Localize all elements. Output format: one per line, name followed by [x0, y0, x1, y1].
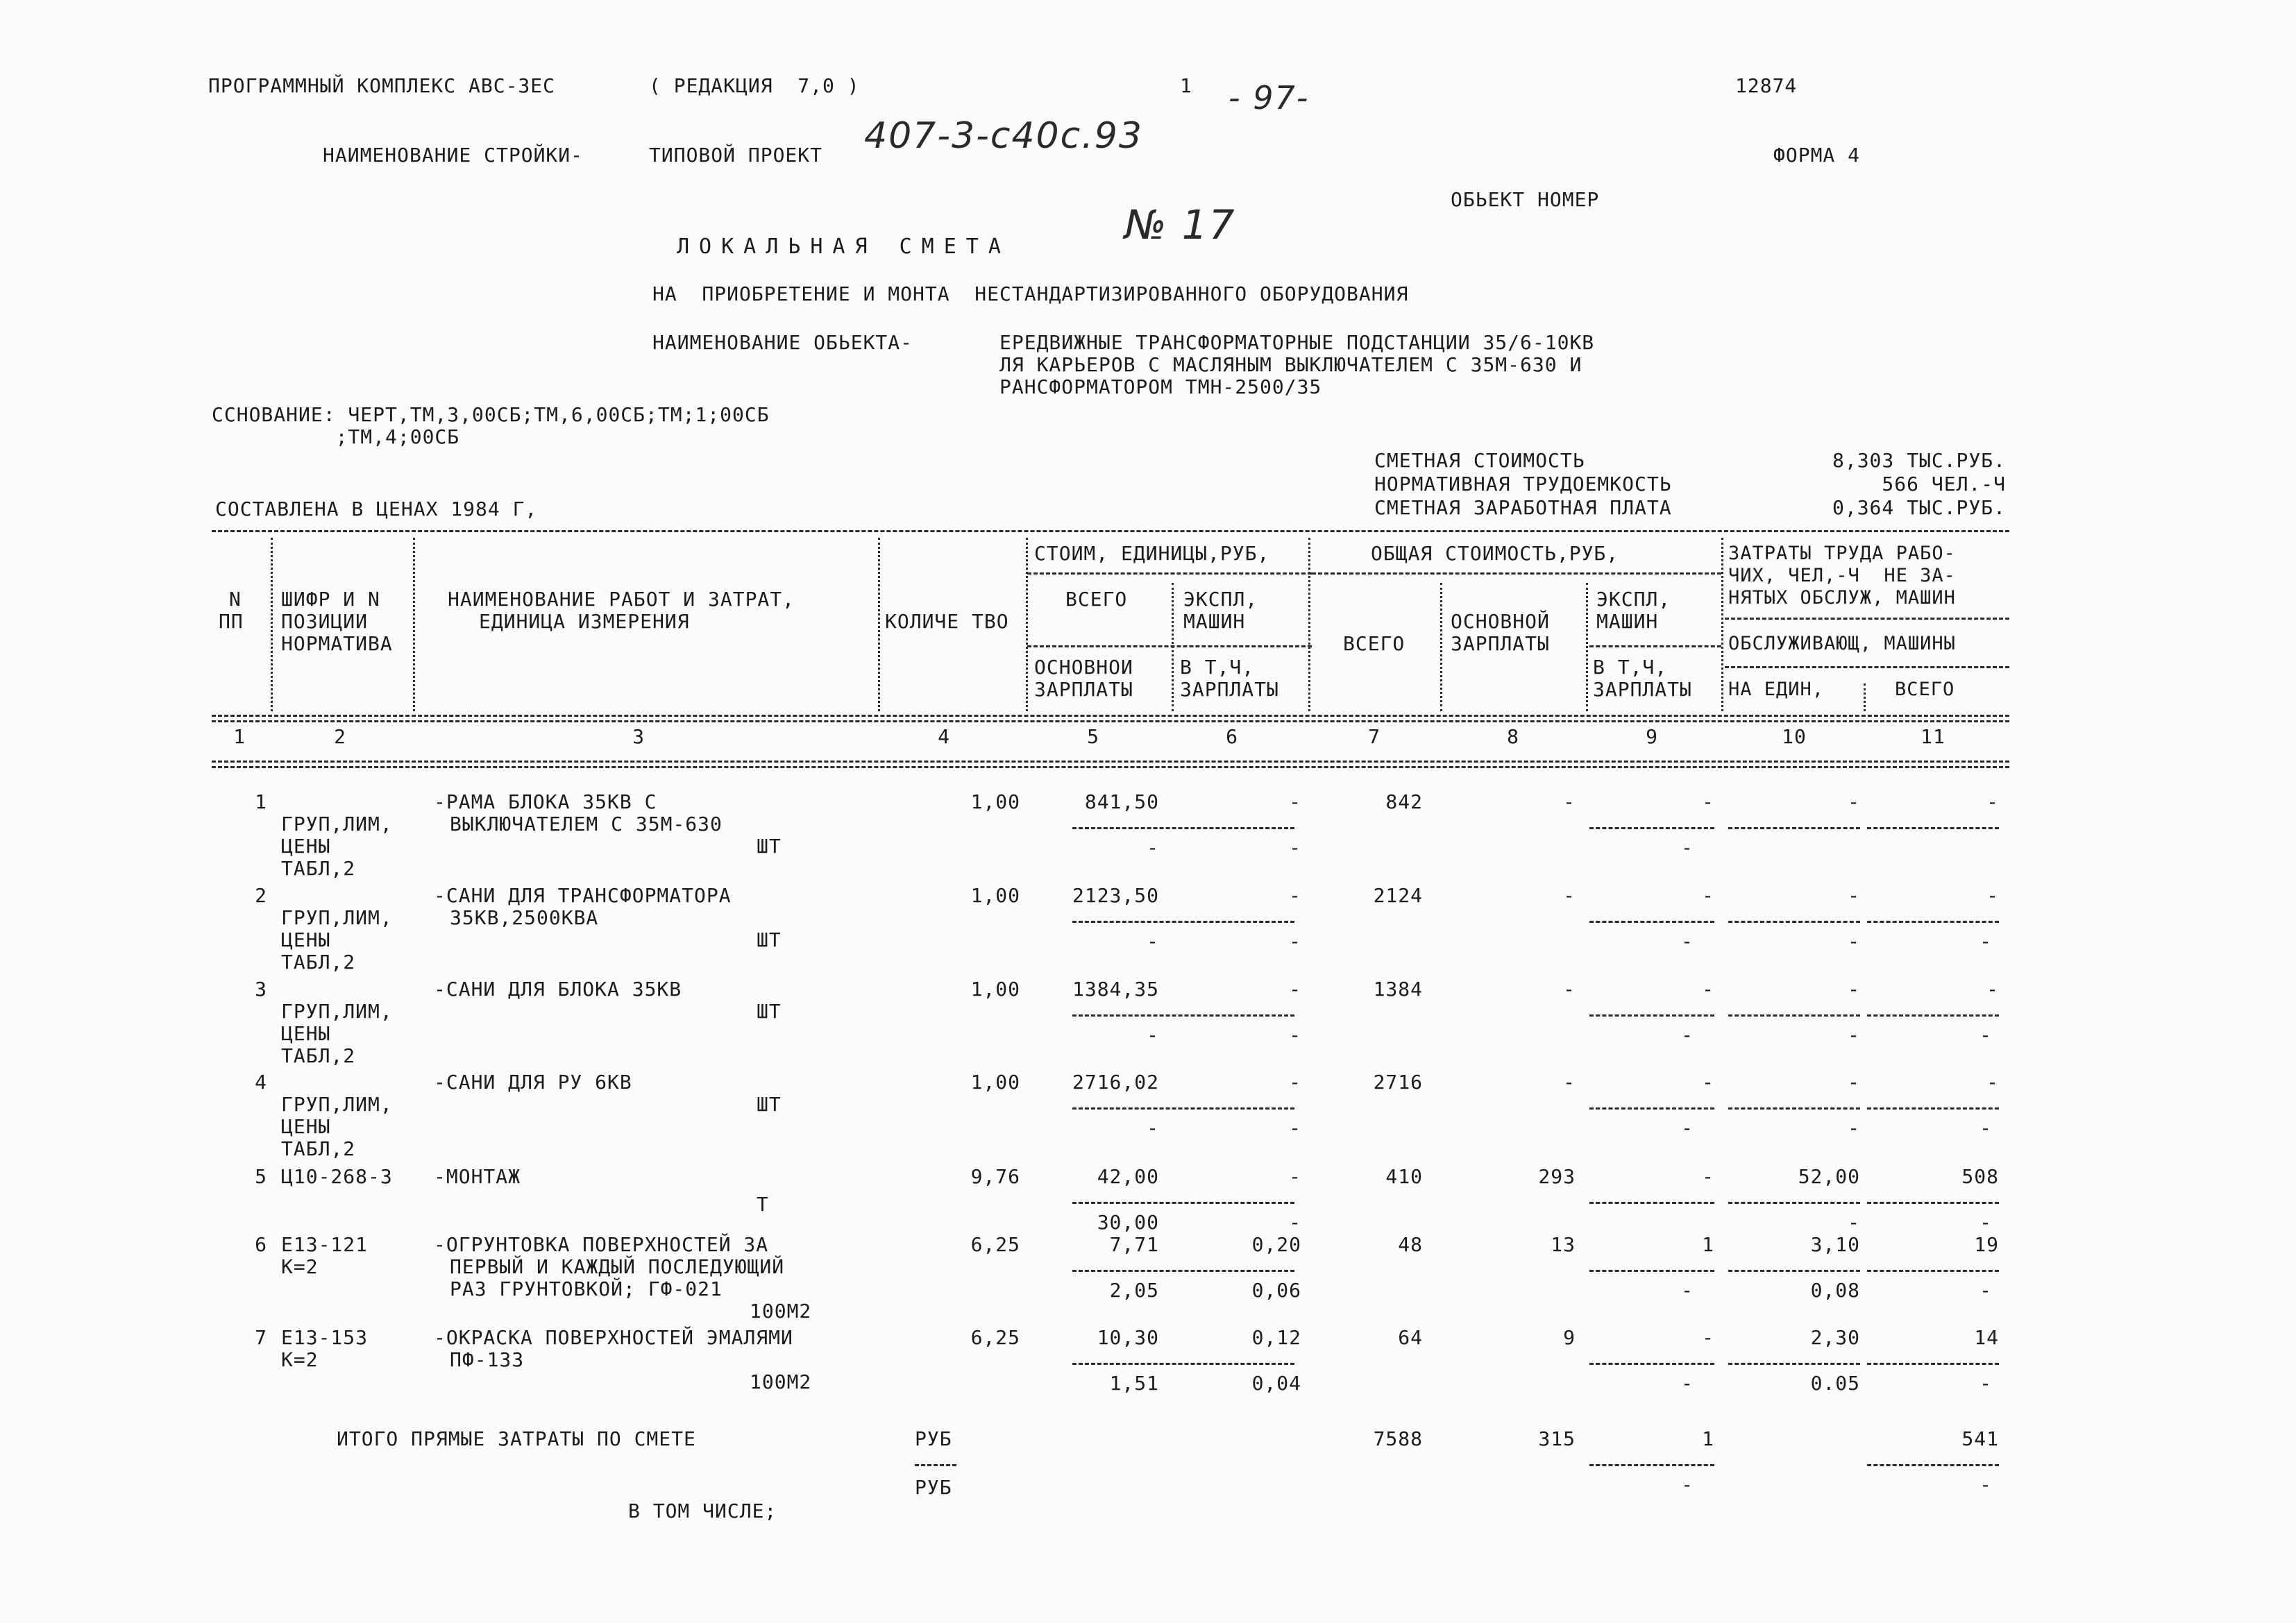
row-c6: - — [1289, 790, 1301, 813]
totals-unit-2: РУБ — [915, 1476, 952, 1499]
basis-line: ;ТМ,4;00СБ — [212, 425, 460, 448]
row-c10-unit: - — [1848, 1116, 1860, 1139]
row-rule — [1589, 1107, 1714, 1110]
header-rule — [1589, 645, 1721, 647]
row-c10-unit: 0.05 — [1810, 1372, 1860, 1395]
row-rule — [1867, 921, 1999, 923]
row-norm-code: К=2 — [281, 1255, 319, 1278]
row-c5-wage: - — [1147, 1023, 1159, 1046]
row-c11-total: - — [1980, 930, 1992, 953]
row-c5: 7,71 — [1109, 1233, 1159, 1256]
row-unit-rule — [1072, 1014, 1294, 1017]
row-work-name: -ОГРУНТОВКА ПОВЕРХНОСТЕЙ ЗА — [434, 1233, 769, 1256]
row-c10: 52,00 — [1798, 1165, 1860, 1188]
row-c11-total: - — [1980, 1116, 1992, 1139]
row-rule — [1728, 1014, 1860, 1017]
row-rule — [1728, 827, 1860, 829]
header-rule — [1725, 618, 2009, 620]
header-labor-service: ОБСЛУЖИВАЮЩ, МАШИНЫ — [1728, 633, 1956, 654]
row-c9-wage: - — [1681, 836, 1694, 859]
row-rule — [1728, 1107, 1860, 1110]
row-work-name: -САНИ ДЛЯ РУ 6КВ — [434, 1071, 632, 1094]
row-c11-total: - — [1980, 1279, 1992, 1302]
row-c5-wage: - — [1147, 836, 1159, 859]
row-c9: - — [1702, 1071, 1714, 1094]
row-c6: - — [1289, 884, 1301, 907]
header-unit-machines: МАШИН — [1183, 610, 1246, 633]
column-divider — [271, 538, 273, 711]
row-c7: 48 — [1398, 1233, 1423, 1256]
column-number: 9 — [1646, 725, 1658, 748]
row-work-name: 35КВ,2500КВА — [450, 906, 599, 929]
row-rule — [1589, 1202, 1714, 1204]
row-c11: - — [1986, 884, 1999, 907]
header-labor: НЯТЫХ ОБСЛУЖ, МАШИН — [1728, 587, 1956, 609]
row-rule — [1589, 1014, 1714, 1017]
construction-label: НАИМЕНОВАНИЕ СТРОЙКИ- — [323, 144, 584, 167]
row-c10: - — [1848, 1071, 1860, 1094]
row-c9-wage: - — [1681, 1372, 1694, 1395]
header-unit-wage: ОСНОВНОИ — [1034, 656, 1133, 679]
row-rule — [1589, 921, 1714, 923]
totals-label: ИТОГО ПРЯМЫЕ ЗАТРАТЫ ПО СМЕТЕ — [337, 1427, 696, 1450]
row-rule — [1589, 827, 1714, 829]
totals-labor: 541 — [1961, 1427, 1999, 1450]
object-name-line: ЕРЕДВИЖНЫЕ ТРАНСФОРМАТОРНЫЕ ПОДСТАНЦИИ 35/6-10КВ — [999, 331, 1595, 354]
row-work-name: ПЕРВЫЙ И КАЖДЫЙ ПОСЛЕДУЮЩИЙ — [450, 1255, 785, 1278]
row-c5-wage: - — [1147, 1116, 1159, 1139]
row-work-name: РАЗ ГРУНТОВКОЙ; ГФ-021 — [450, 1277, 723, 1300]
column-number: 8 — [1507, 725, 1519, 748]
row-c6-wage: - — [1289, 1211, 1301, 1234]
summary-label: СМЕТНАЯ ЗАРАБОТНАЯ ПЛАТА — [1374, 496, 1672, 519]
column-divider — [1864, 683, 1866, 711]
row-norm-code: ГРУП,ЛИМ, — [281, 1000, 393, 1023]
row-number: 5 — [255, 1165, 267, 1188]
header-col2: ШИФР И N — [281, 588, 380, 611]
row-rule — [1589, 1363, 1714, 1365]
column-number: 11 — [1921, 725, 1945, 748]
header-total-all: ВСЕГО — [1343, 632, 1406, 655]
totals-wage: 315 — [1538, 1427, 1576, 1450]
header-total-machines: МАШИН — [1596, 610, 1659, 633]
row-number: 6 — [255, 1233, 267, 1256]
header-unit-incl: В Т,Ч, — [1180, 656, 1255, 679]
row-c6-wage: 0,06 — [1251, 1279, 1301, 1302]
row-c6: - — [1289, 1165, 1301, 1188]
row-norm-code: Ц10-268-3 — [281, 1165, 393, 1188]
row-c9: - — [1702, 978, 1714, 1001]
summary-label: НОРМАТИВНАЯ ТРУДОЕМКОСТЬ — [1374, 473, 1672, 495]
row-rule — [1867, 1107, 1999, 1110]
row-qty: 1,00 — [970, 978, 1020, 1001]
summary-value: 8,303 ТЫС.РУБ. — [1832, 449, 2006, 472]
row-c10-unit: - — [1848, 1023, 1860, 1046]
row-c7: 1384 — [1373, 978, 1423, 1001]
row-c5: 42,00 — [1097, 1165, 1159, 1188]
row-rule — [1728, 921, 1860, 923]
row-c5: 2123,50 — [1072, 884, 1159, 907]
form-number: ФОРМА 4 — [1773, 144, 1861, 167]
construction-value: ТИПОВОЙ ПРОЕКТ — [649, 144, 823, 167]
row-c10: 3,10 — [1810, 1233, 1860, 1256]
row-c11: 19 — [1974, 1233, 1999, 1256]
summary-label: СМЕТНАЯ СТОИМОСТЬ — [1374, 449, 1585, 472]
totals-labor-2: - — [1980, 1473, 1992, 1496]
object-name-line: ЛЯ КАРЬЕРОВ С МАСЛЯНЫМ ВЫКЛЮЧАТЕЛЕМ С 35М-630 И — [999, 353, 1582, 376]
column-number: 6 — [1226, 725, 1238, 748]
row-unit: 100М2 — [750, 1370, 812, 1393]
row-c9: - — [1702, 790, 1714, 813]
header-rule — [1027, 572, 1312, 575]
header-col3: НАИМЕНОВАНИЕ РАБОТ И ЗАТРАТ, — [448, 588, 795, 611]
row-number: 7 — [255, 1326, 267, 1349]
row-rule — [1589, 1270, 1714, 1272]
row-c5-wage: 2,05 — [1109, 1279, 1159, 1302]
row-norm-code: Е13-121 — [281, 1233, 369, 1256]
row-c5: 1384,35 — [1072, 978, 1159, 1001]
row-work-name: -САНИ ДЛЯ БЛОКА 35КВ — [434, 978, 682, 1001]
row-qty: 1,00 — [970, 790, 1020, 813]
totals-machines: 1 — [1702, 1427, 1714, 1450]
header-labor-unit: НА ЕДИН, — [1728, 679, 1825, 700]
row-c9: - — [1702, 1165, 1714, 1188]
row-c6-wage: - — [1289, 1116, 1301, 1139]
row-norm-code: ТАБЛ,2 — [281, 857, 356, 880]
row-unit-rule — [1072, 1363, 1294, 1365]
header-rule — [1027, 645, 1312, 647]
row-c7: 2716 — [1373, 1071, 1423, 1094]
row-rule — [1867, 1202, 1999, 1204]
row-norm-code: ГРУП,ЛИМ, — [281, 1093, 393, 1116]
row-c9-wage: - — [1681, 930, 1694, 953]
row-rule — [1867, 1363, 1999, 1365]
totals-including: В ТОМ ЧИСЛЕ; — [628, 1499, 777, 1522]
estimate-number-handwritten: № 17 — [1124, 201, 1236, 248]
row-unit: Т — [757, 1193, 769, 1216]
header-col2: НОРМАТИВА — [281, 632, 393, 655]
header-col2: ПОЗИЦИИ — [281, 610, 369, 633]
row-c10-unit: 0,08 — [1810, 1279, 1860, 1302]
row-c11: 14 — [1974, 1326, 1999, 1349]
totals-total-cost: 7588 — [1373, 1427, 1423, 1450]
row-number: 2 — [255, 884, 267, 907]
document-code: 12874 — [1735, 74, 1798, 97]
row-unit-rule — [1072, 827, 1294, 829]
header-total-incl: В Т,Ч, — [1593, 656, 1668, 679]
row-unit-rule — [1072, 1202, 1294, 1204]
row-work-name: -САНИ ДЛЯ ТРАНСФОРМАТОРА — [434, 884, 732, 907]
sheet-number-handwritten: - 97- — [1229, 79, 1310, 117]
row-c7: 842 — [1385, 790, 1423, 813]
row-c6-wage: - — [1289, 930, 1301, 953]
row-c9: - — [1702, 1326, 1714, 1349]
edition: ( РЕДАКЦИЯ 7,0 ) — [649, 74, 860, 97]
row-c10-unit: - — [1848, 930, 1860, 953]
program-name: ПРОГРАММНЫЙ КОМПЛЕКС АВС-ЗЕС — [208, 74, 556, 97]
row-c8: - — [1563, 790, 1576, 813]
row-unit: ШТ — [757, 928, 782, 951]
header-unit-wage: ЗАРПЛАТЫ — [1034, 678, 1133, 701]
row-number: 1 — [255, 790, 267, 813]
row-norm-code: ГРУП,ЛИМ, — [281, 813, 393, 835]
row-qty: 6,25 — [970, 1326, 1020, 1349]
header-labor-total: ВСЕГО — [1895, 679, 1955, 700]
row-c9: - — [1702, 884, 1714, 907]
row-c6-wage: - — [1289, 836, 1301, 859]
row-c9-wage: - — [1681, 1023, 1694, 1046]
totals-rule — [1867, 1464, 1999, 1466]
header-total-machines: ЭКСПЛ, — [1596, 588, 1671, 611]
row-c6: 0,12 — [1251, 1326, 1301, 1349]
column-number: 4 — [938, 725, 950, 748]
row-c10: - — [1848, 884, 1860, 907]
header-labor: ЗАТРАТЫ ТРУДА РАБО- — [1728, 543, 1956, 564]
row-unit: ШТ — [757, 835, 782, 858]
compiled-prices: СОСТАВЛЕНА В ЦЕНАХ 1984 Г, — [215, 498, 538, 520]
column-divider — [413, 538, 415, 711]
row-c6: 0,20 — [1251, 1233, 1301, 1256]
row-c8: 9 — [1563, 1326, 1576, 1349]
header-total-cost: ОБЩАЯ СТОИМОСТЬ,РУБ, — [1371, 542, 1619, 565]
row-c9-wage: - — [1681, 1279, 1694, 1302]
row-norm-code: ГРУП,ЛИМ, — [281, 906, 393, 929]
row-norm-code: ТАБЛ,2 — [281, 1137, 356, 1160]
column-number: 5 — [1087, 725, 1099, 748]
header-col1: ПП — [219, 610, 244, 633]
row-c5-wage: 30,00 — [1097, 1211, 1159, 1234]
row-norm-code: ТАБЛ,2 — [281, 951, 356, 974]
totals-machines-2: - — [1681, 1473, 1694, 1496]
row-c11: - — [1986, 1071, 1999, 1094]
row-rule — [1867, 1270, 1999, 1272]
row-work-name: -РАМА БЛОКА 35КВ С — [434, 790, 657, 813]
row-rule — [1728, 1270, 1860, 1272]
header-unit-cost: СТОИМ, ЕДИНИЦЫ,РУБ, — [1034, 542, 1270, 565]
header-total-wage: ОСНОВНОЙ — [1451, 610, 1550, 633]
header-unit-machines: ЭКСПЛ, — [1183, 588, 1258, 611]
row-c5-wage: 1,51 — [1109, 1372, 1159, 1395]
page-number: 1 — [1180, 74, 1192, 97]
row-c5: 2716,02 — [1072, 1071, 1159, 1094]
row-c5: 10,30 — [1097, 1326, 1159, 1349]
project-number-handwritten: 407-3-с40с.93 — [864, 115, 1143, 157]
row-c5: 841,50 — [1084, 790, 1159, 813]
row-c11-total: - — [1980, 1211, 1992, 1234]
row-c10: 2,30 — [1810, 1326, 1860, 1349]
row-c8: 293 — [1538, 1165, 1576, 1188]
row-rule — [1728, 1202, 1860, 1204]
row-c11-total: - — [1980, 1023, 1992, 1046]
header-col4: КОЛИЧЕ ТВО — [885, 610, 1009, 633]
column-number: 2 — [334, 725, 346, 748]
row-work-name: ВЫКЛЮЧАТЕЛЕМ С 35М-630 — [450, 813, 723, 835]
row-c6: - — [1289, 978, 1301, 1001]
row-work-name: -ОКРАСКА ПОВЕРХНОСТЕЙ ЭМАЛЯМИ — [434, 1326, 793, 1349]
row-rule — [1867, 1014, 1999, 1017]
basis-line: ССНОВАНИЕ: ЧЕРТ,ТМ,3,00СБ;ТМ,6,00СБ;ТМ;1;00СБ — [212, 403, 770, 426]
row-rule — [1867, 827, 1999, 829]
header-total-incl: ЗАРПЛАТЫ — [1593, 678, 1692, 701]
row-number: 4 — [255, 1071, 267, 1094]
row-norm-code: ЦЕНЫ — [281, 1115, 331, 1138]
header-labor: ЧИХ, ЧЕЛ,-Ч НЕ ЗА- — [1728, 565, 1956, 586]
object-name-label: НАИМЕНОВАНИЕ ОБЬЕКТА- — [652, 331, 913, 354]
row-norm-code: ЦЕНЫ — [281, 1022, 331, 1045]
column-number: 1 — [233, 725, 246, 748]
summary-value: 0,364 ТЫС.РУБ. — [1832, 496, 2006, 519]
row-c6-wage: 0,04 — [1251, 1372, 1301, 1395]
column-number: 10 — [1782, 725, 1807, 748]
totals-rule — [1589, 1464, 1714, 1466]
row-norm-code: ТАБЛ,2 — [281, 1044, 356, 1067]
row-c5-wage: - — [1147, 930, 1159, 953]
header-total-wage: ЗАРПЛАТЫ — [1451, 632, 1550, 655]
column-divider — [1308, 538, 1310, 711]
header-rule — [212, 715, 2009, 722]
row-c6-wage: - — [1289, 1023, 1301, 1046]
totals-unit: РУБ — [915, 1427, 952, 1450]
row-c8: - — [1563, 1071, 1576, 1094]
row-norm-code: Е13-153 — [281, 1326, 369, 1349]
row-c9: 1 — [1702, 1233, 1714, 1256]
row-c8: 13 — [1551, 1233, 1576, 1256]
totals-rule — [915, 1464, 956, 1466]
row-c10: - — [1848, 790, 1860, 813]
row-unit: 100М2 — [750, 1300, 812, 1323]
row-norm-code: К=2 — [281, 1348, 319, 1371]
column-divider — [1721, 538, 1723, 711]
row-c9-wage: - — [1681, 1116, 1694, 1139]
header-unit-total: ВСЕГО — [1065, 588, 1128, 611]
row-c7: 2124 — [1373, 884, 1423, 907]
row-qty: 6,25 — [970, 1233, 1020, 1256]
document-subtitle: НА ПРИОБРЕТЕНИЕ И МОНТА НЕСТАНДАРТИЗИРОВАННОГО ОБОРУДОВАНИЯ — [652, 282, 1409, 305]
header-col1: N — [229, 588, 242, 611]
row-unit-rule — [1072, 1107, 1294, 1110]
row-c7: 64 — [1398, 1326, 1423, 1349]
column-divider — [1440, 583, 1442, 711]
row-work-name: -МОНТАЖ — [434, 1165, 521, 1188]
row-c11: 508 — [1961, 1165, 1999, 1188]
row-c10-unit: - — [1848, 1211, 1860, 1234]
row-c8: - — [1563, 884, 1576, 907]
document-title: ЛОКАЛЬНАЯ СМЕТА — [677, 235, 1011, 259]
row-c11: - — [1986, 978, 1999, 1001]
row-qty: 1,00 — [970, 884, 1020, 907]
object-name-line: РАНСФОРМАТОРОМ ТМН-2500/35 — [999, 375, 1322, 398]
row-qty: 1,00 — [970, 1071, 1020, 1094]
table-top-rule — [212, 530, 2009, 532]
header-rule — [1725, 666, 2009, 668]
row-norm-code: ЦЕНЫ — [281, 835, 331, 858]
column-number: 3 — [632, 725, 645, 748]
header-rule — [1312, 572, 1721, 575]
row-c7: 410 — [1385, 1165, 1423, 1188]
row-c8: - — [1563, 978, 1576, 1001]
row-c10: - — [1848, 978, 1860, 1001]
row-c6: - — [1289, 1071, 1301, 1094]
row-unit: ШТ — [757, 1000, 782, 1023]
column-divider — [1586, 583, 1588, 711]
header-bottom-rule — [212, 760, 2009, 768]
row-c11: - — [1986, 790, 1999, 813]
row-unit: ШТ — [757, 1093, 782, 1116]
summary-value: 566 ЧЕЛ.-Ч — [1882, 473, 2006, 495]
column-number: 7 — [1368, 725, 1381, 748]
column-divider — [1026, 538, 1028, 711]
row-qty: 9,76 — [970, 1165, 1020, 1188]
row-unit-rule — [1072, 921, 1294, 923]
header-col3: ЕДИНИЦА ИЗМЕРЕНИЯ — [479, 610, 690, 633]
row-norm-code: ЦЕНЫ — [281, 928, 331, 951]
object-number-label: ОБЬЕКТ НОМЕР — [1451, 188, 1600, 211]
row-unit-rule — [1072, 1270, 1294, 1272]
row-rule — [1728, 1363, 1860, 1365]
column-divider — [878, 538, 880, 711]
row-number: 3 — [255, 978, 267, 1001]
row-work-name: ПФ-133 — [450, 1348, 525, 1371]
header-unit-incl: ЗАРПЛАТЫ — [1180, 678, 1279, 701]
row-c11-total: - — [1980, 1372, 1992, 1395]
